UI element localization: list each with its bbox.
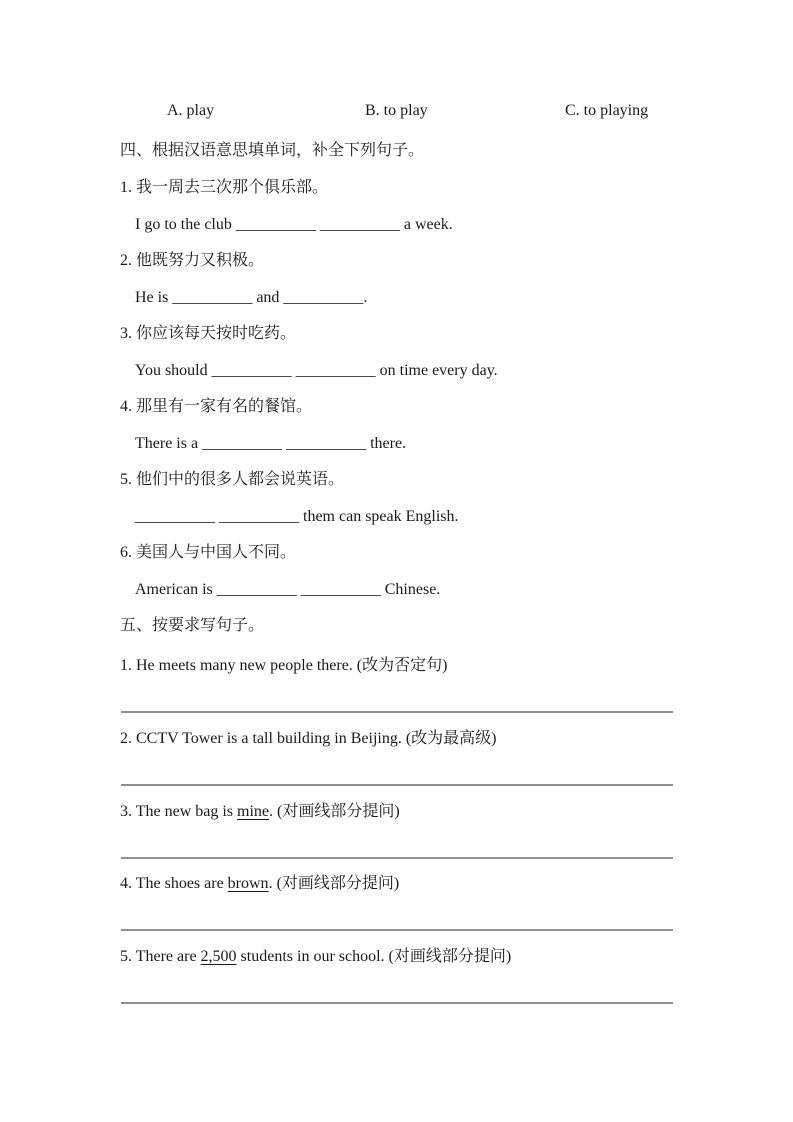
- sentence-text: 4. The shoes are: [120, 875, 228, 892]
- answer-line: [121, 711, 673, 713]
- s4-item6-english-blank: American is __________ __________ Chinese.: [135, 581, 441, 598]
- s5-item3-sentence: [120, 801, 400, 823]
- s4-item3-english-blank: You should __________ __________ on time every day.: [135, 362, 498, 379]
- s4-item2-chinese: 2. 他既努力又积极。: [120, 252, 265, 269]
- s4-item1-chinese: 1. 我一周去三次那个俱乐部。: [120, 179, 329, 196]
- s4-item1-english-blank: I go to the club __________ __________ a week.: [135, 216, 453, 233]
- options-row: [120, 100, 673, 122]
- s4-item5-chinese: 5. 他们中的很多人都会说英语。: [120, 471, 345, 488]
- s5-item2-sentence: [120, 728, 497, 750]
- underlined-word: mine: [237, 803, 270, 820]
- answer-line: [121, 857, 673, 859]
- s4-item5-english-blank: __________ __________ them can speak English.: [135, 508, 459, 525]
- answer-line: [121, 1002, 673, 1004]
- s4-item2-english-blank: He is __________ and __________.: [135, 289, 368, 306]
- answer-line: [121, 929, 673, 931]
- sentence-text: 3. The new bag is: [120, 803, 238, 820]
- sentence-text: 2. CCTV Tower is a tall building in Beijing. (改为最高级): [120, 730, 497, 747]
- sentence-text: 5. There are: [120, 948, 201, 965]
- s5-item1-sentence: [120, 655, 447, 677]
- s4-item4-chinese: 4. 那里有一家有名的餐馆。: [120, 398, 313, 415]
- s4-item6-chinese: 6. 美国人与中国人不同。: [120, 544, 297, 561]
- s5-item5-sentence: [120, 946, 511, 968]
- option-b: B. to play: [365, 102, 428, 119]
- s4-item3-chinese: 3. 你应该每天按时吃药。: [120, 325, 297, 342]
- sentence-text: . (对画线部分提问): [269, 803, 400, 820]
- sentence-text: 1. He meets many new people there. (改为否定句): [120, 657, 448, 674]
- answer-line: [121, 784, 673, 786]
- underlined-word: 2,500: [200, 948, 237, 965]
- sentence-text: students in our school. (对画线部分提问): [236, 948, 512, 965]
- underlined-word: brown: [227, 875, 269, 892]
- option-a: A. play: [167, 102, 215, 119]
- option-c: C. to playing: [565, 102, 649, 119]
- s4-item4-english-blank: There is a __________ __________ there.: [135, 435, 407, 452]
- sentence-text: . (对画线部分提问): [268, 875, 400, 892]
- section5-title: 五、按要求写句子。: [120, 617, 265, 634]
- s5-item4-sentence: [120, 873, 399, 895]
- section4-title: 四、根据汉语意思填单词，补全下列句子。: [120, 142, 425, 159]
